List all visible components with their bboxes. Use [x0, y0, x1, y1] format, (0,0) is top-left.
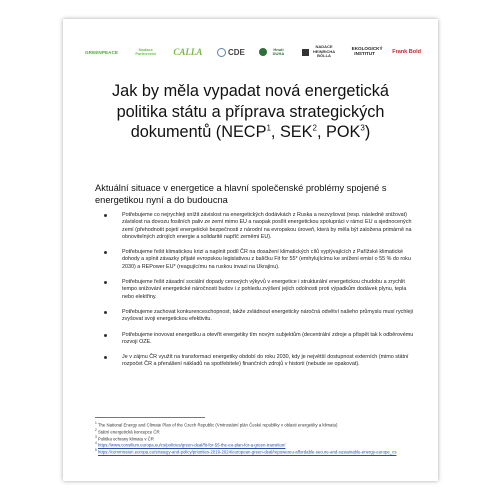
document-title [93, 81, 408, 143]
nadace-partnerstvi-logo: Nadace Partnerství [135, 46, 157, 56]
list-item-text: Potřebujeme řešit zásadní sociální dopady cenových výkyvů v energetice i strukturální energetickou chudobu a zrychlit tempo snižování energetické náročnosti budov i z pohledu zvýšení jejich odolnosti proti výpadkům dodávek plynu, tepla nebo elektřiny. [122, 279, 407, 300]
footnote-link[interactable]: https://www.consilium.europa.eu/cs/policies/green-deal/fit-for-55-the-eu-plan-for-a-green-transition/ [97, 442, 286, 448]
nadace-hb-logo-text: NADACE HEINRICHA BÖLLA [312, 44, 336, 59]
partner-logos [85, 43, 421, 61]
title-end: ) [364, 123, 371, 141]
bullet-list [103, 212, 415, 369]
footnote [95, 435, 413, 442]
calla-logo: CALLA [173, 46, 203, 57]
list-item [103, 354, 415, 369]
bullet-dot-icon [104, 334, 107, 337]
list-item-text: Potřebujeme zachovat konkurenceschopnost, takže zvládnout energeticky náročná odvětví našeho průmyslu musí rychleji zvyšovat svoji energetickou efektivitu. [122, 308, 413, 323]
cde-logo [217, 48, 245, 57]
footnote-link[interactable]: https://commission.europa.eu/strategy-and-policy/priorities-2019-2024/european-green-deal/repowereu-affordable-secure-and-sustainable-energy-europe_cs [97, 449, 397, 455]
list-item [103, 279, 415, 301]
section-heading: Aktuální situace v energetice a hlavní společenské problémy spojené s energetikou nyní a do budoucna [95, 183, 387, 205]
bullet-dot-icon [104, 311, 107, 314]
list-item [103, 332, 415, 347]
cde-logo-text: CDE [227, 47, 245, 57]
footnote-ref-2: 2 [312, 123, 317, 133]
list-item [103, 309, 415, 324]
title-sep-2: , POK [316, 123, 361, 141]
footnote [95, 421, 413, 428]
list-item [103, 212, 415, 241]
footnote-number: 3 [95, 434, 97, 439]
footnote-divider [95, 417, 205, 418]
frank-bold-logo: Frank Bold [392, 48, 421, 55]
bullet-dot-icon [104, 356, 107, 359]
list-item [103, 249, 415, 271]
title-sep-1: , SEK [270, 123, 313, 141]
footnote-ref-1: 1 [266, 123, 271, 133]
title-main: Jak by měla vypadat nová energetická politika státu a příprava strategických dokumentů (NECP [112, 82, 389, 141]
ekologicky-institut-logo: EKOLOGICKÝ INSTITUT [351, 46, 383, 56]
footnotes [95, 417, 413, 455]
cde-mark-icon [217, 48, 226, 57]
list-item-text: Potřebujeme řešit klimatickou krizi a naplnit podíl ČR na dosažení klimatických cílů vyplývajících z Pařížské klimatické dohody a splnit závazky přijaté evropskou legislativou z balíčku Fit for 55* (emhylujícímu ke snížení emisí o 55 % do roku 2030) a REPower EU* (reagujícímu na ruskou invazi na Ukrajinu). [122, 249, 411, 270]
hnuti-duha-logo [259, 48, 287, 57]
list-item-text: Potřebujeme inovovat energetiku a otevřít energetiky tím novým subjektům (decentrální zdroje a přispět tak k odběrovému rozvoji OZE. [122, 331, 414, 345]
document-page [63, 19, 438, 481]
hnuti-duha-mark-icon [259, 48, 267, 56]
footnote-text: Politika ochrany klimatu v ČR [97, 436, 154, 442]
footnote-number: 5 [95, 448, 97, 453]
footnote-number: 4 [95, 441, 97, 446]
footnote-text: The National Energy and Climate Plan of the Czech Republic (Vnitrostátní plán České republiky v oblasti energetiky a klimatu) [97, 422, 338, 428]
greenpeace-logo: GREENPEACE [85, 49, 119, 55]
footnote [95, 428, 413, 435]
hnuti-duha-logo-text: Hnutí DUHA [272, 46, 285, 56]
footnote [95, 448, 413, 455]
bullet-dot-icon [104, 251, 107, 254]
bullet-dot-icon [104, 214, 107, 217]
footnote-ref-3: 3 [360, 123, 365, 133]
boll-mark-icon [302, 49, 309, 56]
footnote-text: Státní energetická koncepce ČR [97, 429, 160, 435]
footnote-number: 1 [95, 421, 97, 425]
footnote-number: 2 [95, 427, 97, 432]
list-item-text: Je v zájmu ČR využít na transformaci energetiky období do roku 2030, kdy je největší dostupnost externích (mimo státní rozpočet ČR a přenášení nákladů na spotřebitele) finančních zdrojů v historii (nebude se opakovat). [122, 354, 409, 368]
bullet-dot-icon [104, 281, 107, 284]
nadace-heinricha-bolla-logo [302, 45, 337, 58]
footnote [95, 441, 413, 448]
list-item-text: Potřebujeme co nejrychleji snížit závislost na energetických dodávkách z Ruska a nezvyšovat (resp. následně snižovat) závislost na dovozu fosilních paliv ze zemí mimo EU a naopak posílit energetickou spolupráci v rámci EU a sjednocených zemí (přehodnotit pojetí energetické bezpečnosti z národní na evropskou úroveň, která by měla být založena primárně na obnovitelných zdrojích energie a solidaritě napříč zeměmi EU). [122, 212, 412, 240]
